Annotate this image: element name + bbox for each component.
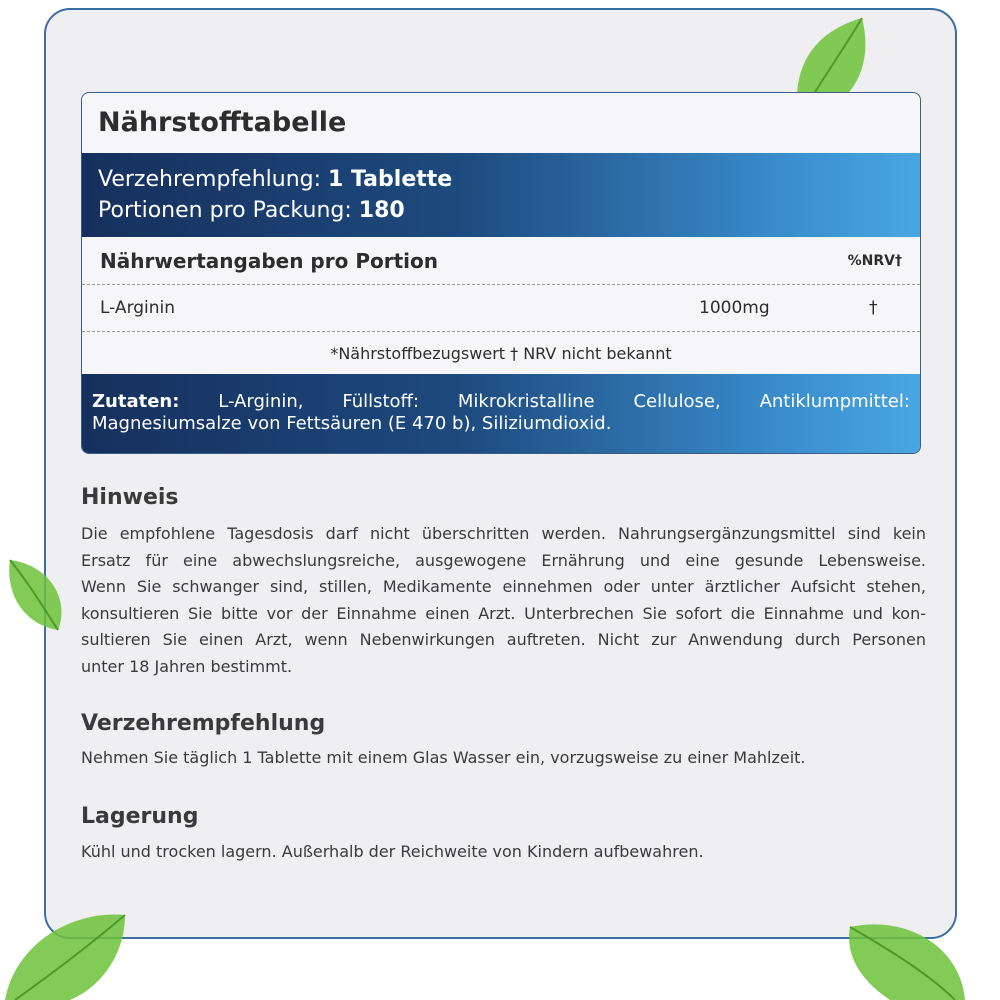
table-header	[82, 237, 920, 285]
lagerung-title: Lagerung	[81, 804, 199, 829]
nutrition-table	[81, 92, 921, 454]
hinweis-line: unter 18 Jahren bestimmt.	[81, 656, 293, 676]
hinweis-title: Hinweis	[81, 485, 179, 510]
ingredients-line-2: Magnesiumsalze von Fettsäuren (E 470 b), Siliziumdioxid.	[92, 413, 612, 434]
ingredient-word: Antiklumpmittel:	[759, 391, 910, 412]
serving-size-value: 1 Tablette	[328, 167, 453, 192]
serving-size-label: Verzehrempfehlung:	[98, 167, 322, 192]
serving-size	[98, 164, 904, 195]
hinweis-line: Ersatz für eine abwechslungsreiche, ausgewogene Ernährung und eine gesunde Lebensweise.	[81, 550, 926, 570]
ingredients	[82, 374, 920, 454]
hinweis-text	[81, 521, 926, 680]
portions-per-pack	[98, 195, 904, 226]
ingredient-word: Mikrokristalline	[457, 391, 595, 412]
ingredient-word: Füllstoff:	[342, 391, 420, 412]
nutrient-nrv: †	[869, 298, 878, 318]
portions-value: 180	[358, 198, 405, 223]
ingredients-label: Zutaten:	[92, 391, 180, 412]
header-nutrients-per-portion: Nährwertangaben pro Portion	[100, 248, 438, 273]
header-nrv: %NRV†	[847, 252, 902, 269]
leaf-icon-bottom-right	[845, 915, 970, 1000]
hinweis-line: sultieren Sie einen Arzt, wenn Nebenwirkungen auftreten. Nicht zur Anwendung durch Personen	[81, 630, 926, 649]
portions-label: Portionen pro Packung:	[98, 198, 352, 223]
nutrient-amount: 1000mg	[699, 298, 770, 318]
hinweis-line: konsultieren Sie bitte vor der Einnahme einen Arzt. Unterbrechen Sie sofort die Einnahme und kon-	[81, 603, 926, 623]
leaf-icon-left	[0, 555, 70, 635]
serving-info	[82, 153, 920, 237]
leaf-icon-bottom-left	[0, 905, 130, 1000]
table-title: Nährstofftabelle	[98, 107, 347, 138]
nutrient-name: L-Arginin	[100, 298, 176, 318]
verzehr-text: Nehmen Sie täglich 1 Tablette mit einem Glas Wasser ein, vorzugsweise zu einer Mahlzeit.	[81, 748, 806, 767]
table-footnote: *Nährstoffbezugswert † NRV nicht bekannt	[330, 343, 672, 363]
table-row	[82, 285, 920, 332]
ingredient-word: L-Arginin,	[218, 391, 304, 412]
ingredient-word: Cellulose,	[633, 391, 721, 412]
hinweis-line: Die empfohlene Tagesdosis darf nicht überschritten werden. Nahrungsergänzungsmittel sind kein	[81, 524, 926, 543]
lagerung-text: Kühl und trocken lagern. Außerhalb der Reichweite von Kindern aufbewahren.	[81, 842, 704, 861]
hinweis-line: Wenn Sie schwanger sind, stillen, Medikamente einnehmen oder unter ärztlicher Aufsicht stehen,	[81, 577, 926, 596]
verzehr-title: Verzehrempfehlung	[81, 711, 326, 736]
ingredients-line-1	[92, 391, 910, 413]
